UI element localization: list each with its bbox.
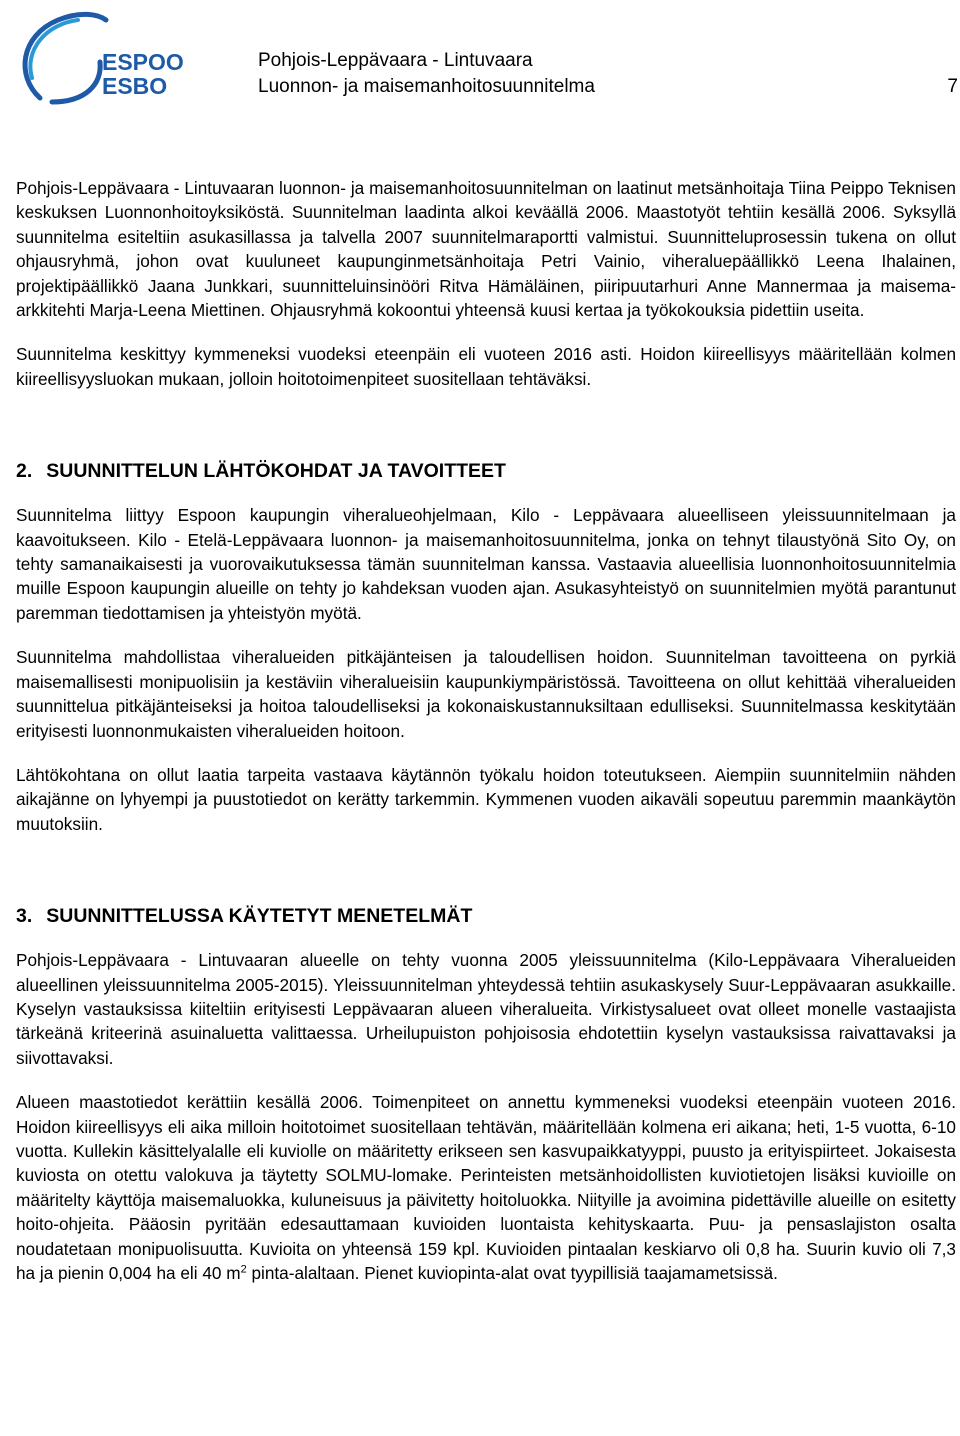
section-2-paragraph-1: Suunnitelma liittyy Espoon kaupungin viheralueohjelmaan, Kilo - Leppävaara alueelliseen yleissuunnitelmaan ja kaavoitukseen. Kilo - Etelä-Leppävaara luonnon- ja maisemanhoitosuunnitelma, jonka on tehnyt tilaustyönä Sito Oy, on tehty samanaikaisesti ja vuorovaikutuksessa tämän suunnitelman kanssa. Vastaavia alueellisia luonnonhoitosuunnitelmia muille Espoon kaupungin alueille on tehty jo kahdeksan vuoden ajan. Asukasyhteistyö on suunnitelmien myötä parantunut paremman tiedottamisen ja yhteistyön myötä. (16, 505, 956, 623)
espoo-logo (10, 6, 190, 110)
section-2-heading (16, 457, 956, 485)
logo-text-esbo: ESBO (102, 73, 168, 99)
header-title-line1: Pohjois-Leppävaara - Lintuvaara (258, 50, 533, 71)
section-3-paragraph-2-end: pinta-alaltaan. Pienet kuviopinta-alat ovat tyypillisiä taajamametsissä. (246, 1263, 778, 1283)
logo-text-espoo: ESPOO (102, 49, 184, 75)
intro-paragraph-1: Pohjois-Leppävaara - Lintuvaaran luonnon- ja maisemanhoitosuunnitelman on laatinut metsänhoitaja Tiina Peippo Teknisen keskuksen Luonnonhoitoyksiköstä. Suunnitelman laadinta alkoi keväällä 2006. Maastotyöt tehtiin kesällä 2006. Syksyllä suunnitelma esiteltiin asukasillassa ja talvella 2007 suunnitelmaraportti valmistui. Suunnitteluprosessin tukena on ollut ohjausryhmä, johon ovat kuuluneet kaupunginmetsänhoitaja Petri Vainio, viheraluepäällikkö Leena Ihalainen, projektipäällikkö Jaana Junkkari, suunnitteluinsinööri Ritva Hämäläinen, piiripuutarhuri Anne Mannermaa ja maisema-arkkitehti Marja-Leena Miettinen. Ohjausryhmä kokoontui yhteensä kuusi kertaa ja työkokouksia pidettiin useita. (16, 178, 956, 321)
section-3-paragraph-2 (16, 1090, 956, 1285)
page-number: 7 (947, 76, 958, 97)
document-body (16, 176, 956, 1285)
section-3-heading (16, 902, 956, 930)
section-3-paragraph-2-main: Alueen maastotiedot kerättiin kesällä 2006. Toimenpiteet on annettu kymmeneksi vuodeksi eteenpäin vuoteen 2016. Hoidon kiireellisyys eli aika milloin hoitotoimet suositellaan tehtävän, määritellään kolmena eri aikana; heti, 1-5 vuotta, 6-10 vuotta. Kullekin käsittelyalalle eli kuviolle on määritetty erikseen sen kasvupaikkatyyppi, puusto ja erityispiirteet. Jokaisesta kuviosta on otettu valokuva ja täytetty SOLMU-lomake. Perinteisten metsänhoidollisten kuviotietojen lisäksi kuvioille on määritelty käyttöja maisemaluokka, kuluneisuus ja päivitetty hoitoluokka. Niityille ja avoimina pidettäville alueille on esitetty hoito-ohjeita. Pääosin pyritään edesauttamaan kuvioiden luontaista kehityskaarta. Puu- ja pensaslajiston osalta noudatetaan monipuolisuutta. Kuvioita on yhteensä 159 kpl. Kuvioiden pintaalan keskiarvo oli 0,8 ha. Suurin kuvio oli 7,3 ha ja pienin 0,004 ha eli 40 m (16, 1092, 956, 1283)
running-header (258, 48, 958, 100)
square-meter-exponent: 2 (240, 1263, 247, 1276)
intro-paragraph-2: Suunnitelma keskittyy kymmeneksi vuodeksi eteenpäin eli vuoteen 2016 asti. Hoidon kiireellisyys määritellään kolmen kiireellisyysluokan mukaan, jolloin hoitotoimenpiteet suositellaan tehtäväksi. (16, 344, 956, 389)
section-2-paragraph-3: Lähtökohtana on ollut laatia tarpeita vastaava käytännön työkalu hoidon toteutukseen. Aiempiin suunnitelmiin nähden aikajänne on lyhyempi ja puustotiedot on kerätty tarkemmin. Kymmenen vuoden aikaväli sopeutuu paremmin maankäytön muutoksiin. (16, 764, 956, 834)
section-3-paragraph-1: Pohjois-Leppävaara - Lintuvaaran alueelle on tehty vuonna 2005 yleissuunnitelma (Kilo-Leppävaara Viheralueiden alueellinen yleissuunnitelma 2005-2015). Yleissuunnitelman yhteydessä tehtiin asukaskysely Suur-Leppävaaran asukkaille. Kyselyn vastauksissa kiiteltiin erityisesti Leppävaaran alueen viheralueita. Virkistysalueet ovat olleet monelle vastaajista tärkeänä kriteerinä asuinaluetta valittaessa. Urheilupuiston pohjoisosia ehdotettiin kyselyn vastauksissa raivattavaksi ja siivottavaksi. (16, 950, 956, 1068)
section-2-number: 2. (16, 460, 33, 483)
section-2-paragraph-2: Suunnitelma mahdollistaa viheralueiden pitkäjänteisen ja taloudellisen hoidon. Suunnitelman tavoitteena on pyrkiä maisemallisesti monipuolisiin ja kestäviin viheralueisiin kaupunkiympäristössä. Tavoitteena on ollut kehittää viheralueiden suunnittelua pitkäjänteiseksi ja hoitoa taloudelliseksi ja kokonaiskustannuksiltaan edulliseksi. Suunnitelmassa keskitytään erityisesti luonnonmukaisten viheralueiden hoitoon. (16, 647, 956, 741)
section-3-title: SUUNNITTELUSSA KÄYTETYT MENETELMÄT (46, 905, 473, 928)
header-title-line2: Luonnon- ja maisemanhoitosuunnitelma (258, 76, 595, 97)
section-2-title: SUUNNITTELUN LÄHTÖKOHDAT JA TAVOITTEET (46, 460, 506, 483)
section-3-number: 3. (16, 905, 33, 928)
